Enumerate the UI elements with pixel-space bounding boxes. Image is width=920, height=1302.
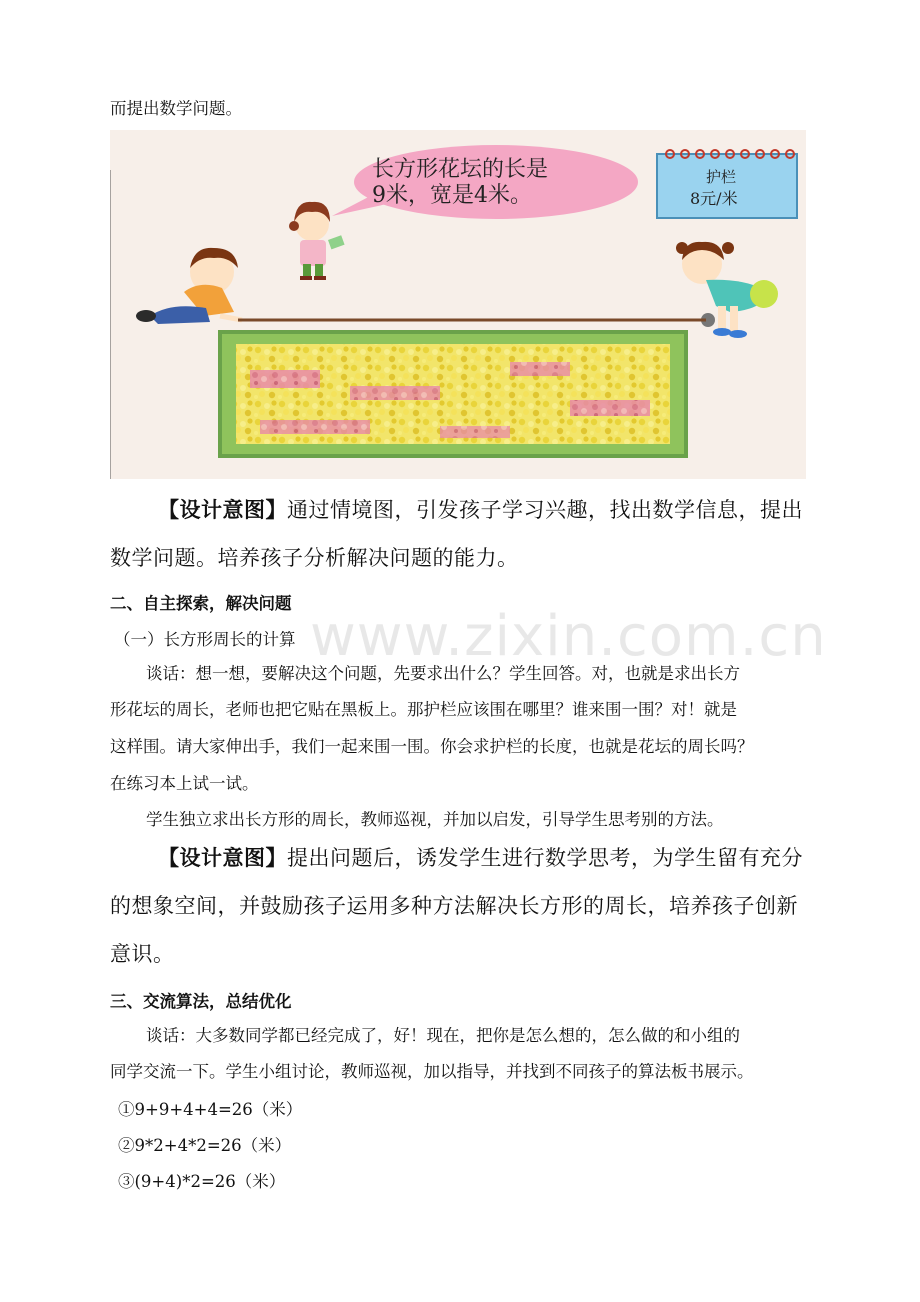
design-intent-text: 提出问题后，诱发学生进行数学思考，为学生留有充分 <box>287 846 803 870</box>
continuation-text: 而提出数学问题。 <box>110 99 242 118</box>
paragraph-line: 在练习本上试一试。 <box>110 774 259 793</box>
watermark: www.zixin.com.cn <box>310 604 827 669</box>
calculation-method: ①9+9+4+4=26（米） <box>118 1100 303 1119</box>
paragraph-line: 谈话：想一想，要解决这个问题，先要求出什么？学生回答。对，也就是求出长方 <box>146 664 740 683</box>
design-intent-label: 【设计意图】 <box>158 846 287 870</box>
bubble-line-2: 9米，宽是4米。 <box>372 183 532 208</box>
section-heading: 二、自主探索，解决问题 <box>110 594 292 613</box>
speech-bubble <box>332 145 638 219</box>
sign-line-2: 8元/米 <box>690 189 738 208</box>
rectangular-flower-bed <box>218 330 688 458</box>
calculation-method: ③(9+4)*2=26（米） <box>118 1172 286 1191</box>
price-sign <box>657 150 797 218</box>
section-heading: 三、交流算法，总结优化 <box>110 992 292 1011</box>
paragraph-line: 同学交流一下。学生小组讨论，教师巡视，加以指导，并找到不同孩子的算法板书展示。 <box>110 1062 754 1081</box>
design-intent-label: 【设计意图】 <box>158 498 287 522</box>
bubble-line-1: 长方形花坛的长是 <box>372 157 549 182</box>
calculation-method: ②9*2+4*2=26（米） <box>118 1136 292 1155</box>
design-intent-line-3: 意识。 <box>110 942 175 966</box>
design-intent-line-2: 数学问题。培养孩子分析解决问题的能力。 <box>110 546 519 570</box>
paragraph-line: 这样围。请大家伸出手，我们一起来围一围。你会求护栏的长度，也就是花坛的周长吗？ <box>110 737 754 756</box>
design-intent-line-1 <box>158 494 803 524</box>
sign-line-1: 护栏 <box>706 168 737 186</box>
design-intent-line-2: 的想象空间，并鼓励孩子运用多种方法解决长方形的周长，培养孩子创新 <box>110 894 798 918</box>
paragraph-line: 形花坛的周长，老师也把它贴在黑板上。那护栏应该围在哪里？谁来围一围？对！就是 <box>110 700 737 719</box>
sub-heading: （一）长方形周长的计算 <box>114 630 296 649</box>
textbook-illustration <box>110 130 806 479</box>
design-intent-line-1 <box>158 842 803 872</box>
paragraph-line: 学生独立求出长方形的周长，教师巡视，并加以启发，引导学生思考别的方法。 <box>146 810 724 829</box>
paragraph-line: 谈话：大多数同学都已经完成了，好！现在，把你是怎么想的，怎么做的和小组的 <box>146 1026 740 1045</box>
design-intent-text: 通过情境图，引发孩子学习兴趣，找出数学信息，提出 <box>287 498 803 522</box>
